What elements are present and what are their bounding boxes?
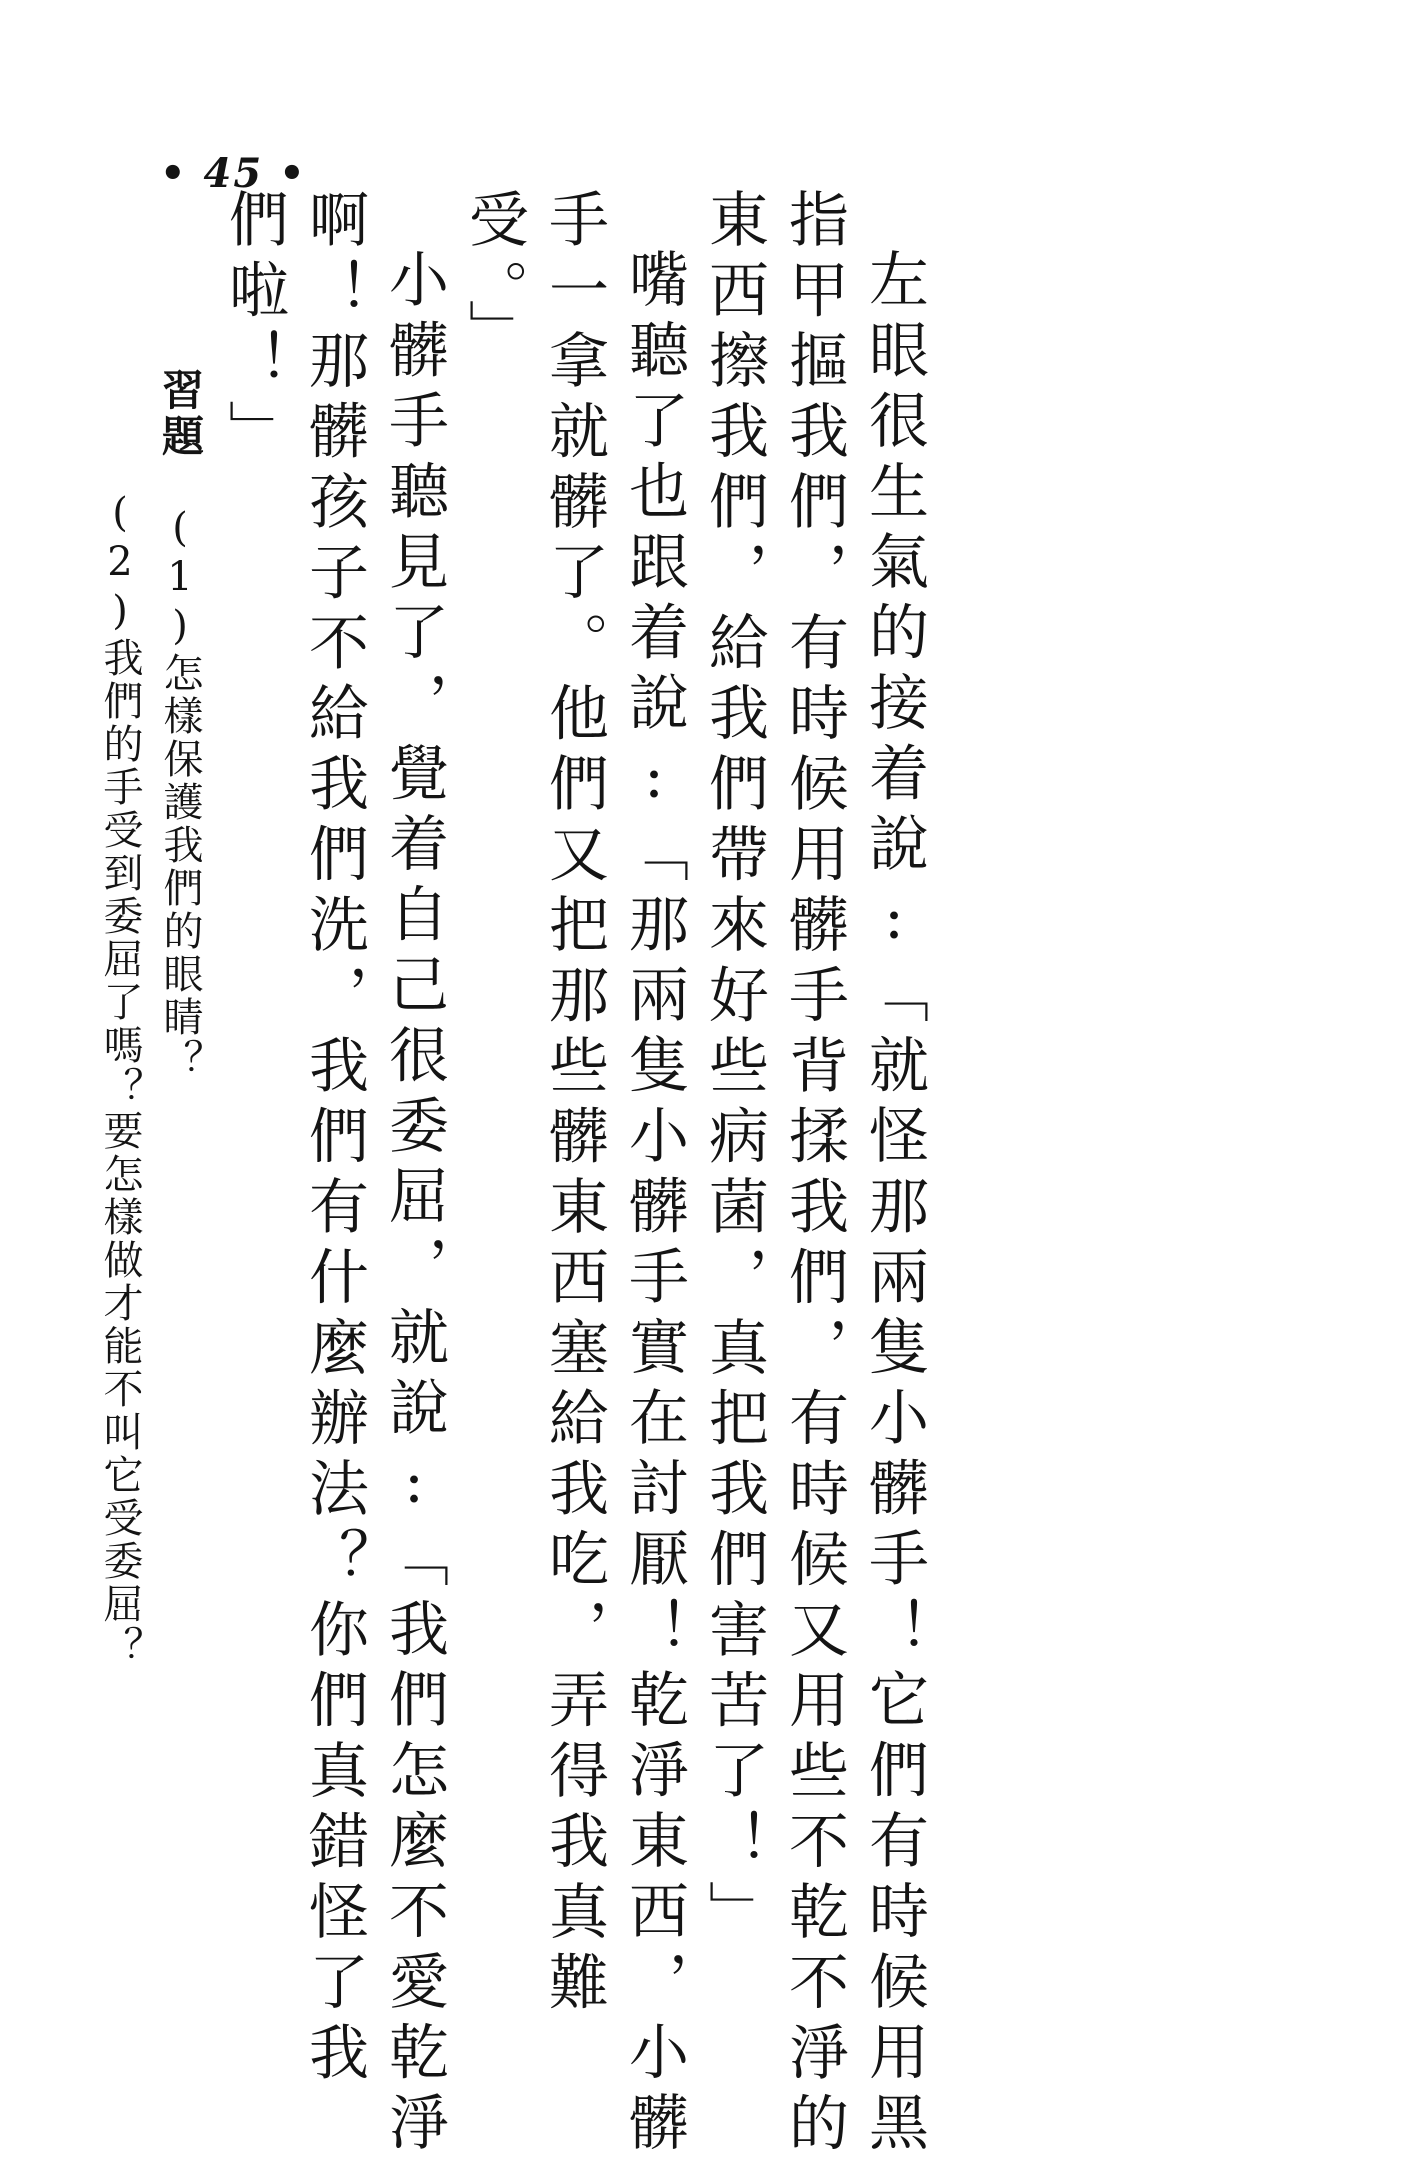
page-number: • 45 • bbox=[160, 150, 307, 197]
text-column: 們啦！」 bbox=[219, 188, 289, 470]
text-column: 東西擦我們，給我們帶來好些病菌，真把我們害苦了！」 bbox=[699, 188, 769, 1951]
text-column: 啊！那髒孩子不給我們洗，我們有什麼辦法？你們真錯怪了我 bbox=[299, 188, 369, 2092]
text-column: 手一拿就髒了。他們又把那些髒東西塞給我吃，弄得我真難 bbox=[539, 188, 609, 2021]
text-column: 嘴聽了也跟着說:「那兩隻小髒手實在討厭！乾淨東西，小髒 bbox=[619, 248, 689, 2162]
text-column: 指甲摳我們，有時候用髒手背揉我們，有時候又用些不乾不淨的 bbox=[779, 188, 849, 2162]
text-column: 左眼很生氣的接着說:「就怪那兩隻小髒手！它們有時候用黑 bbox=[859, 248, 929, 2162]
exercise-item: (2)我們的手受到委屈了嗎？要怎樣做才能不叫它受委屈？ bbox=[97, 490, 143, 1669]
text-column: 小髒手聽見了，覺着自己很委屈，就說:「我們怎麼不愛乾淨 bbox=[379, 248, 449, 2162]
exercises-heading: 習題 bbox=[156, 368, 205, 460]
text-column: 受。」 bbox=[459, 188, 529, 370]
exercise-item: (1)怎樣保護我們的眼睛？ bbox=[157, 505, 203, 1082]
